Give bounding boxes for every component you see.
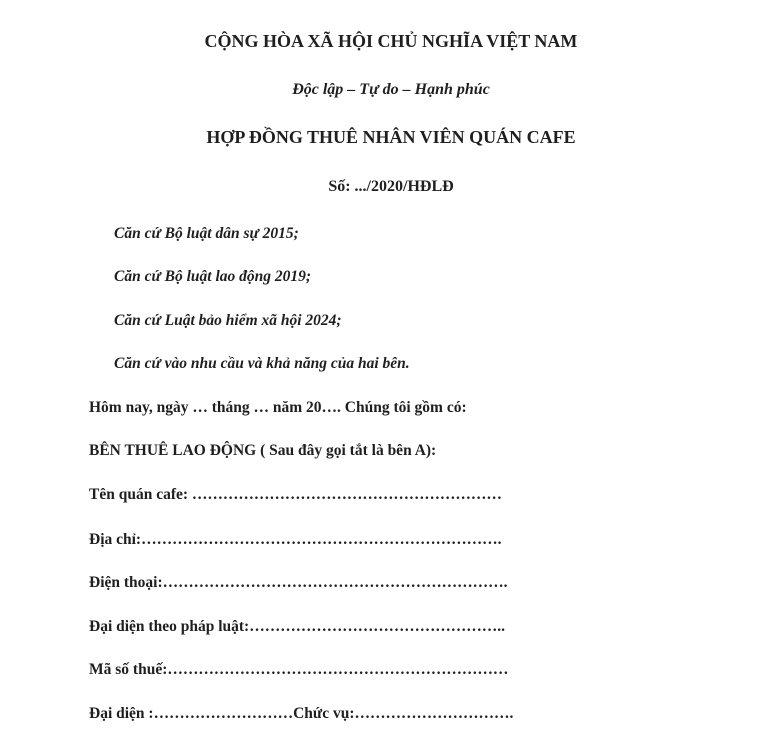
legal-representative-field: Đại diện theo pháp luật:………………………………………….. <box>89 618 505 635</box>
cafe-name-field: Tên quán cafe: …………………………………………………… <box>89 486 502 503</box>
legal-basis-item: Căn cứ Bộ luật lao động 2019; <box>114 268 312 285</box>
phone-field: Điện thoại:…………………………………………………………. <box>89 574 508 591</box>
contract-title: HỢP ĐỒNG THUÊ NHÂN VIÊN QUÁN CAFE <box>206 127 576 147</box>
legal-basis-item: Căn cứ vào nhu cầu và khả năng của hai bên. <box>114 355 410 372</box>
contract-number: Số: .../2020/HĐLĐ <box>328 178 454 195</box>
tax-code-field: Mã số thuế:………………………………………………………… <box>89 661 509 678</box>
address-field: Địa chỉ:……………………………………………………………. <box>89 531 502 548</box>
party-a-heading: BÊN THUÊ LAO ĐỘNG ( Sau đây gọi tắt là bên A): <box>89 442 437 459</box>
legal-basis-item: Căn cứ Luật bảo hiểm xã hội 2024; <box>114 312 342 329</box>
country-heading: CỘNG HÒA XÃ HỘI CHỦ NGHĨA VIỆT NAM <box>204 31 578 51</box>
legal-basis-item: Căn cứ Bộ luật dân sự 2015; <box>114 225 299 242</box>
motto: Độc lập – Tự do – Hạnh phúc <box>292 81 490 98</box>
intro-line: Hôm nay, ngày … tháng … năm 20…. Chúng tôi gồm có: <box>89 399 467 416</box>
representative-position-field: Đại diện :………………………Chức vụ:…………………………. <box>89 705 514 722</box>
